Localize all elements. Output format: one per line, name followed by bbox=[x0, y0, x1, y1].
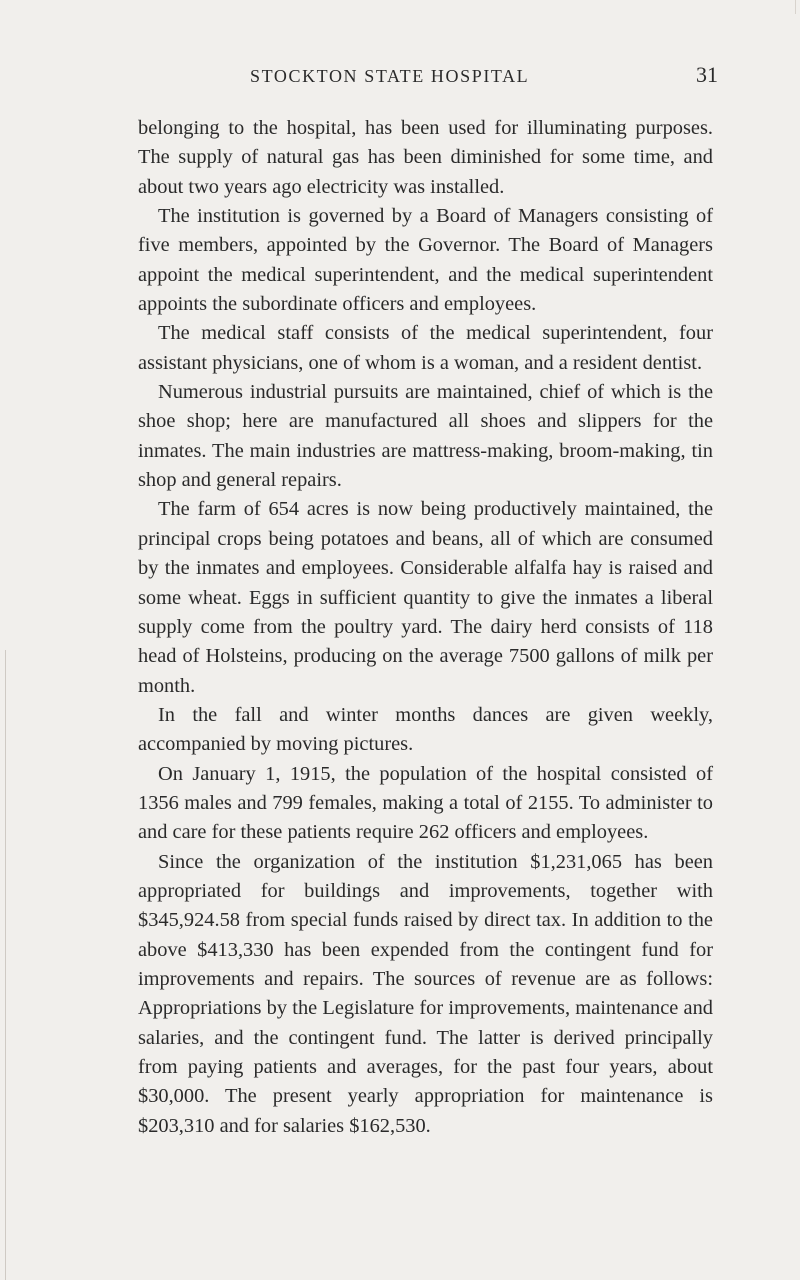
paragraph-industrial-pursuits: Numerous industrial pursuits are maintained, chief of which is the shoe shop; here are manufactured all shoes and slippers for the inmates. The main industries are mattress-making, broom-making, tin shop and general repairs. bbox=[138, 381, 713, 492]
paragraph-medical-staff: The medical staff consists of the medical superintendent, four assistant physicians, one of whom is a woman, and a resident dentist. bbox=[138, 322, 713, 374]
running-title: STOCKTON STATE HOSPITAL bbox=[250, 66, 530, 86]
body-text bbox=[138, 114, 713, 1141]
scan-edge-tick bbox=[795, 0, 796, 14]
page-number: 31 bbox=[696, 62, 718, 87]
paragraph-board-of-managers: The institution is governed by a Board of Managers consisting of five members, appointed by the Governor. The Board of Managers appoint the medical superintendent, and the medical superintendent appoints the subordinate officers and employees. bbox=[138, 205, 713, 316]
paragraph-population: On January 1, 1915, the population of the hospital consisted of 1356 males and 799 females, making a total of 2155. To administer to and care for these patients require 262 officers and employees. bbox=[138, 762, 713, 844]
scan-edge-line bbox=[5, 650, 6, 1280]
paragraph-farm: The farm of 654 acres is now being productively maintained, the principal crops being potatoes and beans, all of which are consumed by the inmates and employees. Considerable alfalfa hay is raised and some wheat. Eggs in sufficient quantity to give the inmates a liberal supply come from the poultry yard. The dairy herd consists of 118 head of Holsteins, producing on the average 7500 gallons of milk per month. bbox=[138, 498, 713, 697]
paragraph-illumination: belonging to the hospital, has been used for illuminating purposes. The supply of natural gas has been diminished for some time, and about two years ago electricity was installed. bbox=[138, 117, 713, 198]
paragraph-dances: In the fall and winter months dances are given weekly, accompanied by moving pictures. bbox=[138, 703, 713, 756]
running-head bbox=[138, 62, 718, 96]
paragraph-appropriations: Since the organization of the institution $1,231,065 has been appropriated for buildings and improvements, together with $345,924.58 from special funds raised by direct tax. In addition to the above $413,330 has been expended from the contingent fund for improvements and repairs. The sources of revenue are as follows: Appropriations by the Legislature for improvements, maintenance and salaries, and the contingent fund. The latter is derived principally from paying patients and averages, for the past four years, about $30,000. The present yearly appropriation for maintenance is $203,310 and for salaries $162,530. bbox=[138, 850, 713, 1137]
